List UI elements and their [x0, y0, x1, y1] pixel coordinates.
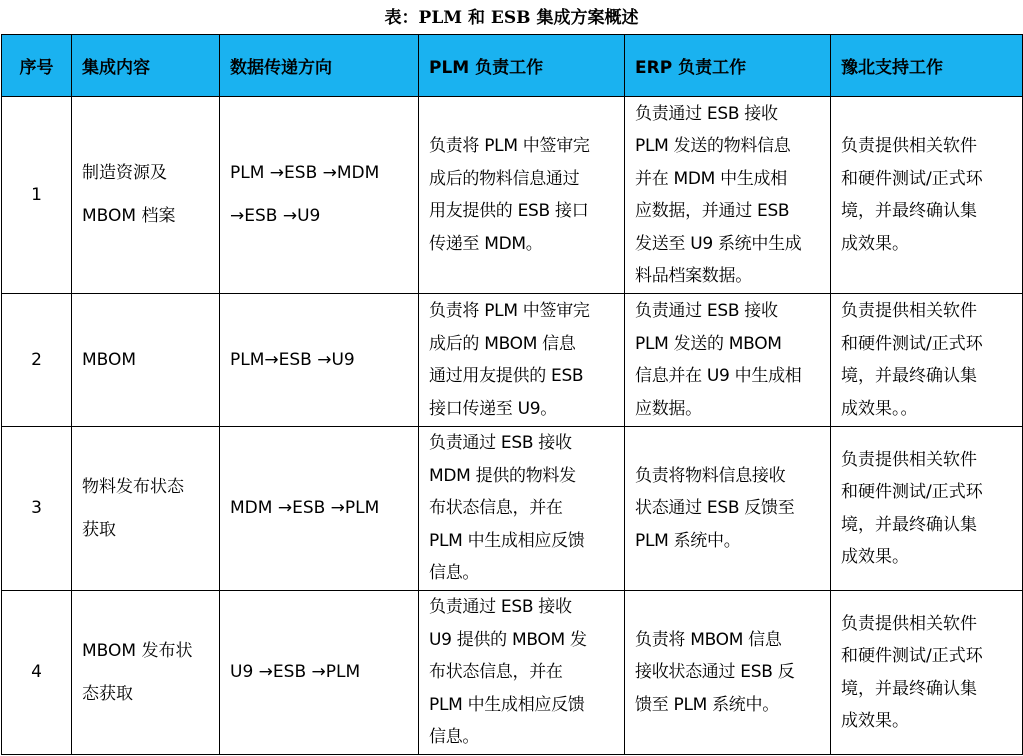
cell-erp: 负责通过 ESB 接收 PLM 发送的物料信息 并在 MDM 中生成相 应数据，并通过 ESB 发送至 U9 系统中生成 料品档案数据。	[625, 97, 831, 294]
cell-content: MBOM 发布状 态获取	[72, 591, 220, 755]
table-row	[2, 97, 1023, 294]
cell-direction: PLM →ESB →MDM →ESB →U9	[220, 97, 419, 294]
header-num: 序号	[2, 35, 72, 97]
cell-num: 3	[2, 427, 72, 591]
cell-plm: 负责将 PLM 中签审完 成后的 MBOM 信息 通过用友提供的 ESB 接口传递至 U9。	[419, 294, 625, 427]
cell-yubei: 负责提供相关软件 和硬件测试/正式环 境，并最终确认集 成效果。	[831, 427, 1023, 591]
cell-content: 制造资源及 MBOM 档案	[72, 97, 220, 294]
cell-plm: 负责通过 ESB 接收 U9 提供的 MBOM 发 布状态信息，并在 PLM 中生成相应反馈 信息。	[419, 591, 625, 755]
header-content: 集成内容	[72, 35, 220, 97]
table-row	[2, 294, 1023, 427]
integration-table	[1, 34, 1023, 755]
cell-num: 1	[2, 97, 72, 294]
cell-direction: MDM →ESB →PLM	[220, 427, 419, 591]
header-plm: PLM 负责工作	[419, 35, 625, 97]
cell-yubei: 负责提供相关软件 和硬件测试/正式环 境，并最终确认集 成效果。。	[831, 294, 1023, 427]
table-row	[2, 427, 1023, 591]
cell-erp: 负责将 MBOM 信息 接收状态通过 ESB 反 馈至 PLM 系统中。	[625, 591, 831, 755]
cell-erp: 负责将物料信息接收 状态通过 ESB 反馈至 PLM 系统中。	[625, 427, 831, 591]
cell-direction: PLM→ESB →U9	[220, 294, 419, 427]
cell-num: 2	[2, 294, 72, 427]
header-yubei: 豫北支持工作	[831, 35, 1023, 97]
cell-content: 物料发布状态 获取	[72, 427, 220, 591]
cell-yubei: 负责提供相关软件 和硬件测试/正式环 境，并最终确认集 成效果。	[831, 97, 1023, 294]
cell-num: 4	[2, 591, 72, 755]
table-caption: 表：PLM 和 ESB 集成方案概述	[384, 8, 639, 28]
header-row	[2, 35, 1023, 97]
cell-erp: 负责通过 ESB 接收 PLM 发送的 MBOM 信息并在 U9 中生成相 应数据。	[625, 294, 831, 427]
cell-yubei: 负责提供相关软件 和硬件测试/正式环 境，并最终确认集 成效果。	[831, 591, 1023, 755]
header-erp: ERP 负责工作	[625, 35, 831, 97]
cell-direction: U9 →ESB →PLM	[220, 591, 419, 755]
header-direction: 数据传递方向	[220, 35, 419, 97]
cell-plm: 负责将 PLM 中签审完 成后的物料信息通过 用友提供的 ESB 接口 传递至 MDM。	[419, 97, 625, 294]
cell-plm: 负责通过 ESB 接收 MDM 提供的物料发 布状态信息，并在 PLM 中生成相应反馈 信息。	[419, 427, 625, 591]
cell-content: MBOM	[72, 294, 220, 427]
table-row	[2, 591, 1023, 755]
